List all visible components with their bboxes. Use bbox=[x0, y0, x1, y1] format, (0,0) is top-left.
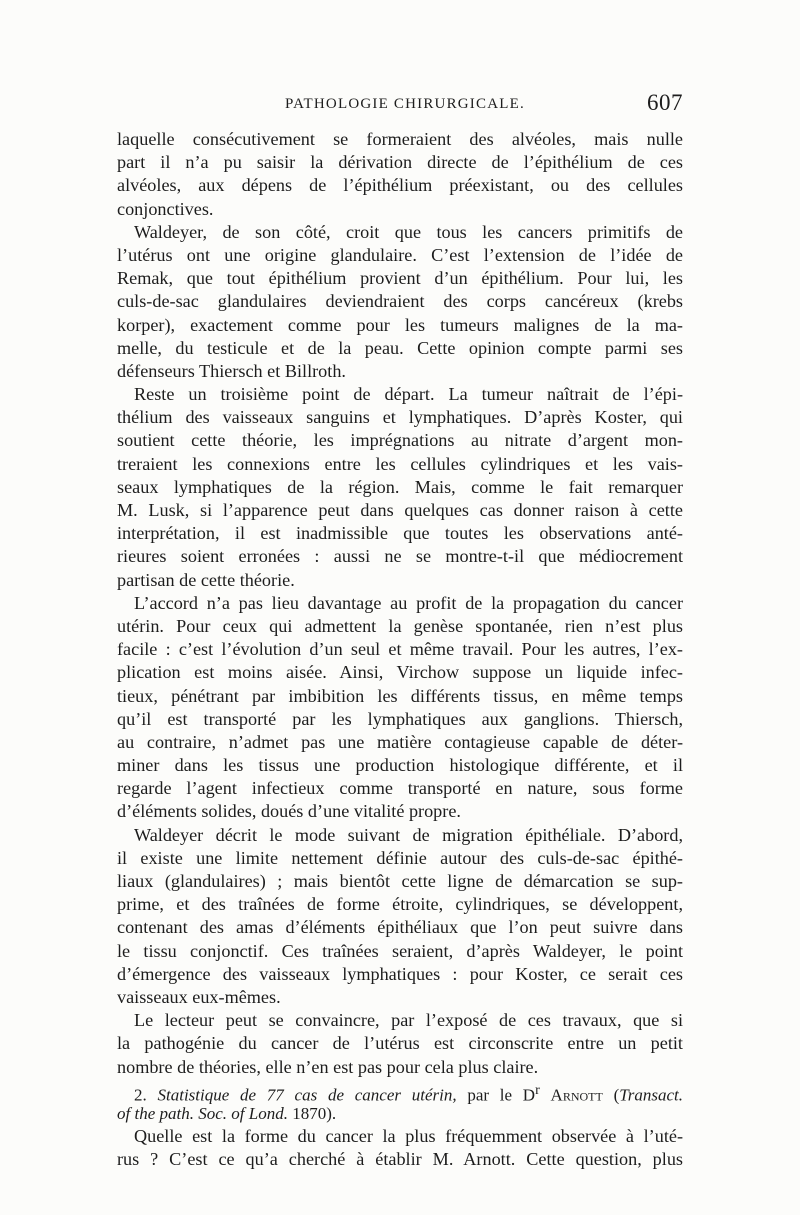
section-number: 2. bbox=[134, 1085, 147, 1105]
section-journal-paren: ( bbox=[613, 1085, 620, 1105]
section-heading-continuation bbox=[117, 1102, 683, 1125]
section-heading bbox=[117, 1079, 684, 1105]
text-line: tieux, pénétrant par imbibition les différents tissus, en même temps bbox=[117, 685, 683, 706]
text-line: utérin. Pour ceux qui admettent la genèse spontanée, rien n’est plus bbox=[117, 615, 683, 636]
text-line: conjonctives. bbox=[117, 198, 214, 219]
text-line: Le lecteur peut se convaincre, par l’exposé de ces travaux, que si bbox=[134, 1010, 683, 1031]
text-line: partisan de cette théorie. bbox=[117, 569, 295, 590]
section-year: 1870). bbox=[292, 1103, 337, 1123]
text-line: Reste un troisième point de départ. La tumeur naîtrait de l’épi- bbox=[134, 384, 683, 405]
running-head: PATHOLOGIE CHIRURGICALE. bbox=[285, 96, 525, 112]
text-line: L’accord n’a pas lieu davantage au profit de la propagation du cancer bbox=[134, 592, 683, 613]
text-line: thélium des vaisseaux sanguins et lymphatiques. D’après Koster, qui bbox=[117, 407, 683, 428]
text-line: plication est moins aisée. Ainsi, Virchow suppose un liquide infec- bbox=[117, 662, 683, 683]
text-line: nombre de théories, elle n’en est pas pour cela plus claire. bbox=[117, 1056, 539, 1077]
text-line: vaisseaux eux-mêmes. bbox=[117, 986, 281, 1007]
section-by: par le D bbox=[467, 1085, 536, 1105]
section-journal: Transact. bbox=[619, 1085, 684, 1105]
text-line: Waldeyer décrit le mode suivant de migration épithéliale. D’abord, bbox=[134, 824, 683, 845]
text-line: qu’il est transporté par les lymphatiques aux ganglions. Thiersch, bbox=[117, 708, 683, 729]
section-journal-continued: of the path. Soc. of Lond. bbox=[117, 1103, 288, 1123]
text-line: M. Lusk, si l’apparence peut dans quelques cas donner raison à cette bbox=[117, 500, 683, 520]
text-line: seaux lymphatiques de la région. Mais, comme le fait remarquer bbox=[117, 476, 683, 497]
text-line: prime, et des traînées de forme étroite, cylindriques, se développent, bbox=[117, 894, 683, 915]
section-by-superscript: r bbox=[535, 1081, 540, 1098]
text-line: laquelle consécutivement se formeraient des alvéoles, mais nulle bbox=[117, 129, 683, 149]
text-line: miner dans les tissus une production histologique différente, et il bbox=[117, 755, 683, 776]
text-line: Quelle est la forme du cancer la plus fréquemment observée à l’uté- bbox=[134, 1126, 683, 1147]
text-line: rieures soient erronées : aussi ne se montre-t-il que médiocrement bbox=[117, 546, 683, 567]
text-line: contenant des amas d’éléments épithéliaux que l’on peut suivre dans bbox=[117, 917, 683, 938]
text-line: alvéoles, aux dépens de l’épithélium préexistant, ou des cellules bbox=[117, 175, 683, 196]
text-line: le tissu conjonctif. Ces traînées seraient, d’après Waldeyer, le point bbox=[117, 940, 683, 961]
body-text bbox=[117, 128, 683, 1171]
text-line: d’éléments solides, doués d’une vitalité propre. bbox=[117, 801, 461, 822]
text-line: Remak, que tout épithélium provient d’un épithélium. Pour lui, les bbox=[117, 268, 683, 289]
text-line: au contraire, n’admet pas une matière contagieuse capable de déter- bbox=[117, 731, 683, 752]
page-header bbox=[117, 90, 683, 122]
section-author: Arnott bbox=[550, 1085, 603, 1105]
text-line: défenseurs Thiersch et Billroth. bbox=[117, 360, 346, 381]
page-number: 607 bbox=[647, 90, 683, 115]
text-line: interprétation, il est inadmissible que toutes les observations anté- bbox=[117, 523, 683, 544]
text-line: culs-de-sac glandulaires deviendraient des corps cancéreux (krebs bbox=[117, 291, 683, 312]
text-line: rus ? C’est ce qu’a cherché à établir M. Arnott. Cette question, plus bbox=[117, 1149, 683, 1170]
text-line: l’utérus ont une origine glandulaire. C’est l’extension de l’idée de bbox=[117, 244, 683, 265]
text-line: korper), exactement comme pour les tumeurs malignes de la ma- bbox=[117, 314, 683, 335]
text-line: part il n’a pu saisir la dérivation directe de l’épithélium de ces bbox=[117, 152, 683, 173]
text-line: facile : c’est l’évolution d’un seul et même travail. Pour les autres, l’ex- bbox=[117, 639, 683, 660]
text-line: liaux (glandulaires) ; mais bientôt cette ligne de démarcation se sup- bbox=[117, 871, 683, 891]
text-line: melle, du testicule et de la peau. Cette opinion compte parmi ses bbox=[117, 337, 683, 358]
text-line: soutient cette théorie, les imprégnations au nitrate d’argent mon- bbox=[117, 430, 683, 451]
text-line: il existe une limite nettement définie autour des culs-de-sac épithé- bbox=[117, 847, 683, 868]
text-line: d’émergence des vaisseaux lymphatiques : pour Koster, ce serait ces bbox=[117, 963, 683, 984]
text-line: treraient les connexions entre les cellules cylindriques et les vais- bbox=[117, 453, 683, 474]
section-title: Statistique de 77 cas de cancer utérin, bbox=[157, 1085, 457, 1105]
text-line: Waldeyer, de son côté, croit que tous les cancers primitifs de bbox=[134, 221, 683, 242]
text-line: regarde l’agent infectieux comme transporté en nature, sous forme bbox=[117, 778, 683, 799]
text-line: la pathogénie du cancer de l’utérus est circonscrite entre un petit bbox=[117, 1033, 683, 1054]
